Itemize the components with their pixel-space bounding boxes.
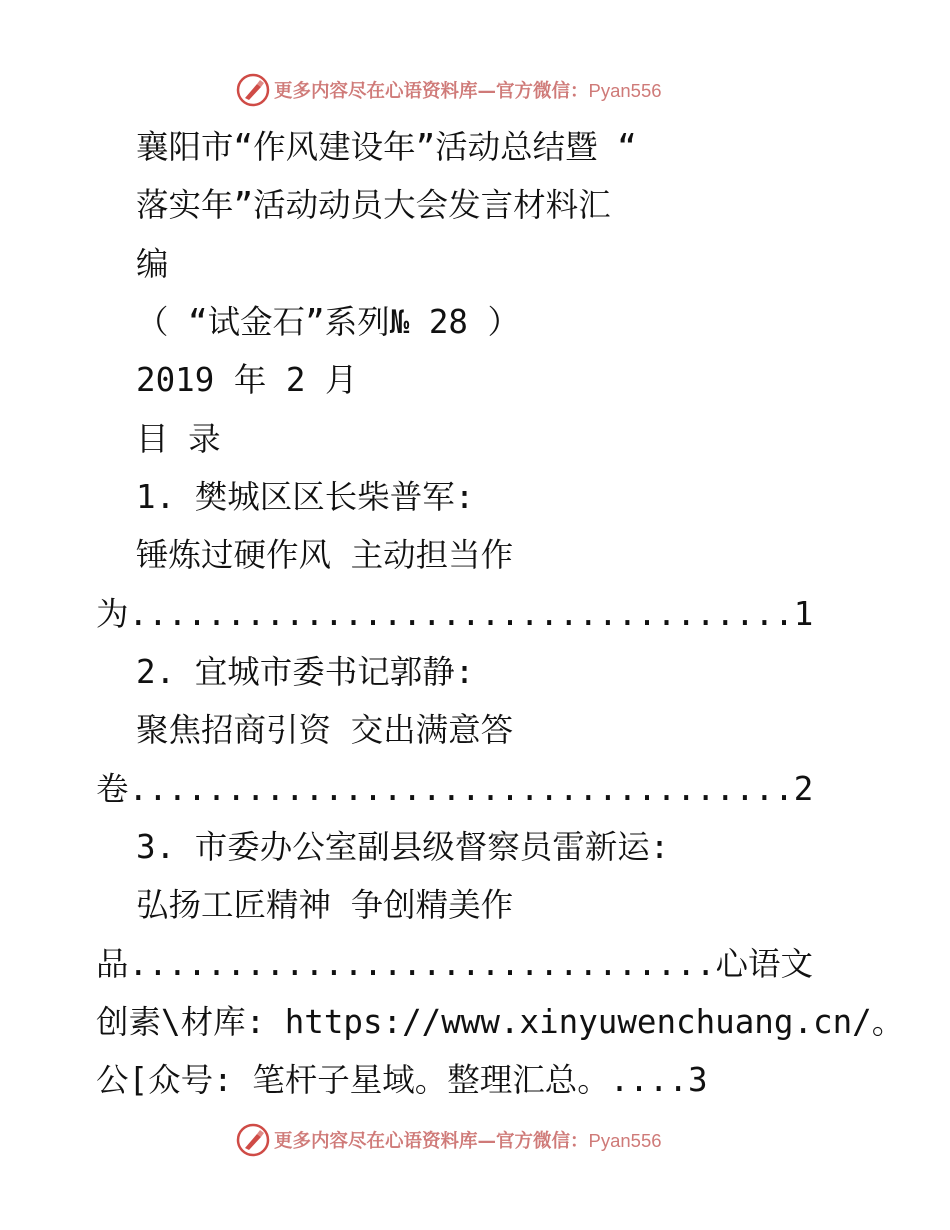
- toc-item-2-continuation: 卷..................................2: [96, 770, 814, 808]
- doc-title-line-2: 落实年”活动动员大会发言材料汇: [136, 186, 611, 224]
- toc-item-3-title: 弘扬工匠精神 争创精美作: [136, 886, 514, 924]
- toc-item-3-footer-line-2: 公[众号: 笔杆子星域。整理汇总。....3: [96, 1061, 708, 1099]
- pen-logo-icon: [236, 73, 270, 107]
- watermark-brand: 更多内容尽在心语资料库—官方微信：: [274, 1131, 589, 1152]
- toc-item-1-title: 锤炼过硬作风 主动担当作: [136, 536, 514, 574]
- watermark-brand: 更多内容尽在心语资料库—官方微信：: [274, 81, 589, 102]
- watermark-wechat-id: Pyan556: [588, 1130, 662, 1151]
- doc-date: 2019 年 2 月: [136, 361, 358, 399]
- watermark-text: [274, 77, 662, 103]
- toc-item-1-speaker: 1. 樊城区区长柴普军:: [136, 478, 475, 516]
- toc-item-2-title: 聚焦招商引资 交出满意答: [136, 711, 514, 749]
- footer-watermark: [236, 1123, 662, 1157]
- header-watermark: [236, 73, 662, 107]
- toc-item-3-continuation: 品..............................心语文: [96, 945, 813, 983]
- doc-title-line-3: 编: [136, 245, 169, 283]
- pen-logo-icon: [236, 1123, 270, 1157]
- toc-item-3-footer-line-1: 创素\材库: https://www.xinyuwenchuang.cn/。: [96, 1003, 905, 1041]
- toc-heading: 目 录: [136, 420, 221, 458]
- watermark-wechat-id: Pyan556: [588, 80, 662, 101]
- watermark-text: [274, 1127, 662, 1153]
- toc-item-2-speaker: 2. 宜城市委书记郭静:: [136, 653, 475, 691]
- toc-item-1-continuation: 为..................................1: [96, 595, 814, 633]
- toc-item-3-speaker: 3. 市委办公室副县级督察员雷新运:: [136, 828, 670, 866]
- doc-series: （ “试金石”系列№ 28 ）: [136, 303, 521, 341]
- doc-title-line-1: 襄阳市“作风建设年”活动总结暨 “: [136, 128, 637, 166]
